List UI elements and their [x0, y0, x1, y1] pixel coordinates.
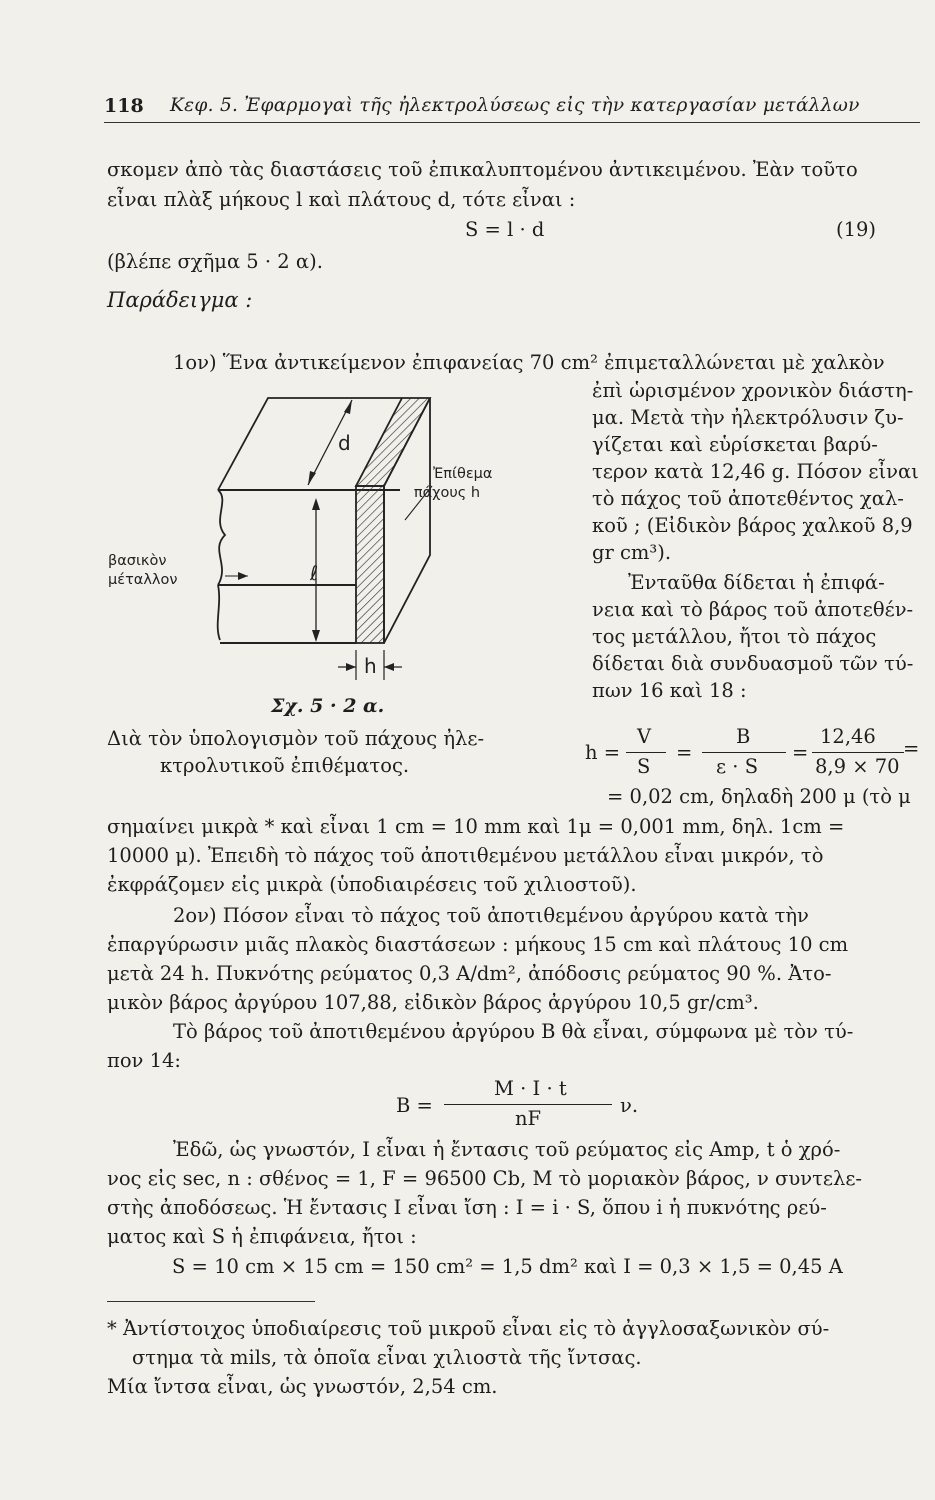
continuation-line-2: 10000 μ). Ἐπειδὴ τὸ πάχος τοῦ ἀποτιθεμένου μετάλλου εἶναι μικρόν, τὸ [107, 844, 824, 867]
formula-b-tail: ν. [620, 1094, 639, 1117]
page-number: 118 [104, 95, 144, 117]
intro-line-2: εἶναι πλὰξ μήκους l καὶ πλάτους d, τότε εἶναι : [107, 188, 576, 211]
intro-line-1: σκομεν ἀπὸ τὰς διαστάσεις τοῦ ἐπικαλυπτομένου ἀντικειμένου. Ἐὰν τοῦτο [107, 158, 858, 181]
explanation-line-2: νος εἰς sec, n : σθένος = 1, F = 96500 Cb, M τὸ μοριακὸν βάρος, ν συντελε- [107, 1167, 863, 1190]
figure-broken-edge-front [218, 585, 220, 640]
figure-label-base-2: μέταλλον [108, 572, 178, 588]
calc1-fraction-bar-1 [626, 752, 666, 753]
example1-right-7: Ἐνταῦθα δίδεται ἡ ἐπιφά- [628, 571, 885, 594]
calc1-d3: 8,9 × 70 [815, 755, 900, 778]
header-rule [104, 122, 920, 123]
example-heading: Παράδειγμα : [107, 288, 253, 312]
calc1-n3: 12,46 [820, 725, 876, 748]
example2-line-4: μικὸν βάρος ἀργύρου 107,88, εἰδικὸν βάρος ἀργύρου 10,5 gr/cm³. [107, 991, 759, 1014]
figure-plate-diagram [108, 390, 493, 690]
figure-caption-text-1: Διὰ τὸν ὑπολογισμὸν τοῦ πάχους ἠλε- [107, 727, 485, 750]
example2-line-5: Τὸ βάρος τοῦ ἀποτιθεμένου ἀργύρου B θὰ εἶναι, σύμφωνα μὲ τὸν τύ- [173, 1020, 854, 1043]
intro-line-3: (βλέπε σχῆμα 5 · 2 α). [107, 250, 323, 273]
example1-right-1: μα. Μετὰ τὴν ἠλεκτρόλυσιν ζυ- [592, 406, 904, 429]
formula-b-numerator: M · I · t [494, 1077, 567, 1100]
formula-b-lhs: B = [396, 1094, 433, 1117]
example1-right-9: τος μετάλλου, ἤτοι τὸ πάχος [592, 625, 877, 648]
example1-right-0: ἐπὶ ὡρισμένον χρονικὸν διάστη- [592, 379, 914, 402]
figure-broken-edge-left [218, 490, 225, 585]
calc1-n2: B [736, 725, 751, 748]
footnote-line-1: * Ἀντίστοιχος ὑποδιαίρεσις τοῦ μικροῦ εἶναι εἰς τὸ ἀγγλοσαξωνικὸν σύ- [107, 1317, 830, 1340]
figure-caption: Σχ. 5 · 2 α. [271, 695, 385, 717]
figure-label-d: d [338, 431, 351, 455]
footnote-rule [107, 1301, 315, 1302]
calc1-fraction-bar-3 [812, 752, 904, 753]
formula-b-fraction-bar [444, 1104, 612, 1105]
footnote-line-2: στημα τὰ mils, τὰ ὁποῖα εἶναι χιλιοστὰ τῆς ἴντσας. [132, 1346, 642, 1369]
calc1-fraction-bar-2 [702, 752, 786, 753]
example1-line-1: 1ον) Ἕνα ἀντικείμενον ἐπιφανείας 70 cm² ἐπιμεταλλώνεται μὲ χαλκὸν [173, 351, 885, 374]
figure-coating-front [356, 486, 384, 643]
footnote-line-3: Μία ἴντσα εἶναι, ὡς γνωστόν, 2,54 cm. [107, 1375, 498, 1398]
calc1-lhs: h = [585, 741, 621, 764]
example2-line-2: ἐπαργύρωσιν μιᾶς πλακὸς διαστάσεων : μήκους 15 cm καὶ πλάτους 10 cm [107, 933, 849, 956]
example1-right-8: νεια καὶ τὸ βάρος τοῦ ἀποτεθέν- [592, 598, 914, 621]
explanation-line-1: Ἐδῶ, ὡς γνωστόν, I εἶναι ἡ ἔντασις τοῦ ρεύματος εἰς Amp, t ὁ χρό- [173, 1138, 841, 1161]
calc1-d1: S [637, 755, 651, 778]
calc1-eq-1: = [676, 741, 693, 764]
figure-label-l: ℓ [310, 561, 319, 585]
figure-coating-top [356, 398, 430, 486]
running-title: Κεφ. 5. Ἐφαρμογαὶ τῆς ἠλεκτρολύσεως εἰς τὴν κατεργασίαν μετάλλων [170, 95, 860, 116]
formula-number: (19) [836, 218, 877, 241]
example1-right-2: γίζεται καὶ εὑρίσκεται βαρύ- [592, 433, 878, 456]
calc1-eq-tail: = [903, 737, 920, 760]
example2-line-6: πον 14: [107, 1049, 181, 1072]
example2-line-1: 2ον) Πόσον εἶναι τὸ πάχος τοῦ ἀποτιθεμένου ἀργύρου κατὰ τὴν [173, 904, 809, 927]
example1-right-5: κοῦ ; (Εἰδικὸν βάρος χαλκοῦ 8,9 [592, 514, 913, 537]
example1-right-3: τερον κατὰ 12,46 g. Πόσον εἶναι [592, 460, 919, 483]
calc1-d2: ε · S [716, 755, 759, 778]
example1-right-6: gr cm³). [592, 541, 672, 564]
explanation-line-3: στὴς ἀποδόσεως. Ἡ ἔντασις I εἶναι ἴση : I = i · S, ὅπου i ἡ πυκνότης ρεύ- [107, 1196, 827, 1219]
figure-label-h: h [364, 654, 377, 678]
example1-right-10: δίδεται διὰ συνδυασμοῦ τῶν τύ- [592, 652, 914, 675]
figure-caption-text-2: κτρολυτικοῦ ἐπιθέματος. [160, 754, 410, 777]
figure-label-coating-2: πάχους h [413, 485, 481, 501]
calc1-n1: V [637, 725, 652, 748]
calc1-eq-2: = [792, 741, 809, 764]
formula-s: S = l · d [465, 218, 545, 241]
explanation-line-4: ματος καὶ S ἡ ἐπιφάνεια, ἤτοι : [107, 1225, 417, 1248]
area-formula: S = 10 cm × 15 cm = 150 cm² = 1,5 dm² καὶ I = 0,3 × 1,5 = 0,45 A [172, 1255, 843, 1278]
calc1-result: = 0,02 cm, δηλαδὴ 200 μ (τὸ μ [607, 785, 911, 808]
example1-right-11: πων 16 καὶ 18 : [592, 679, 747, 702]
continuation-line-1: σημαίνει μικρὰ * καὶ εἶναι 1 cm = 10 mm καὶ 1μ = 0,001 mm, δηλ. 1cm = [107, 815, 845, 838]
formula-b-denominator: nF [515, 1107, 542, 1130]
example1-right-4: τὸ πάχος τοῦ ἀποτεθέντος χαλ- [592, 487, 904, 510]
continuation-line-3: ἐκφράζομεν εἰς μικρὰ (ὑποδιαιρέσεις τοῦ χιλιοστοῦ). [107, 873, 637, 896]
figure-label-base-1: βασικὸν [108, 553, 167, 569]
example2-line-3: μετὰ 24 h. Πυκνότης ρεύματος 0,3 A/dm², ἀπόδοσις ρεύματος 90 %. Ἀτο- [107, 962, 832, 985]
figure-label-coating-1: Ἐπίθεμα [433, 466, 493, 482]
